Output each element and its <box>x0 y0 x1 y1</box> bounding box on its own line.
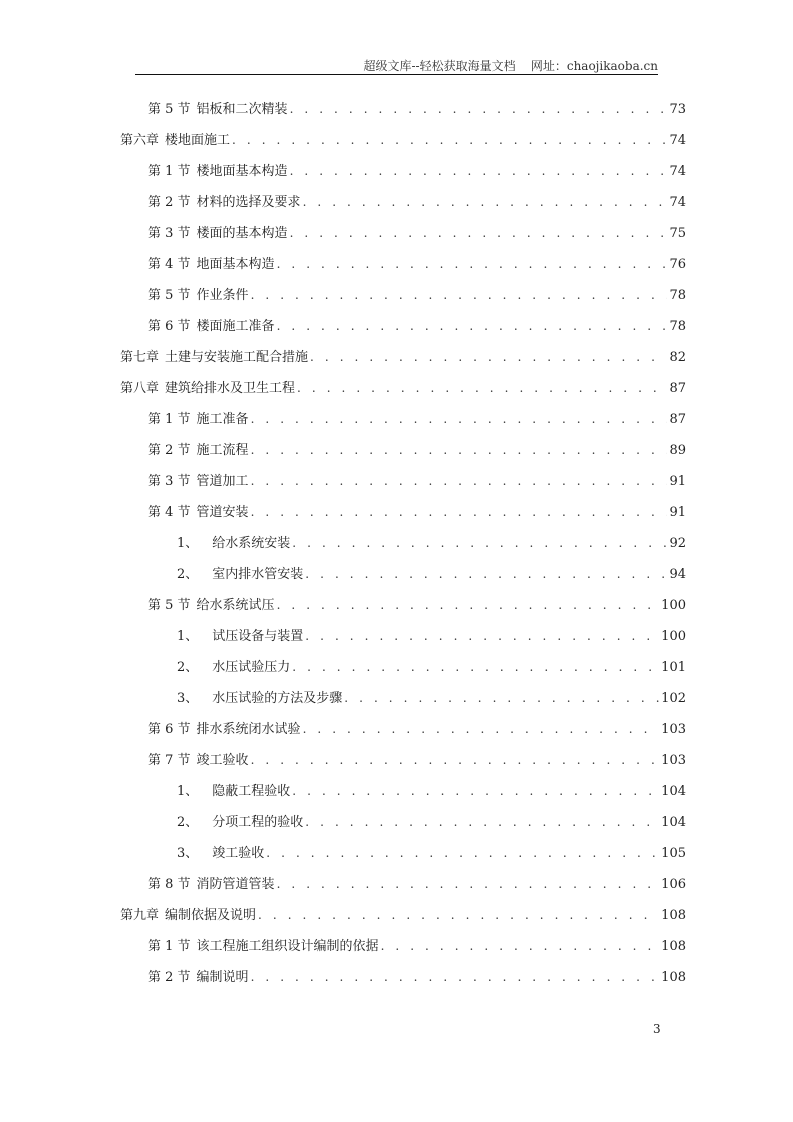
toc-entry-title: 土建与安装施工配合措施 <box>165 350 309 365</box>
toc-entry-page: 105 <box>661 846 686 861</box>
toc-entry-page: 100 <box>661 598 686 613</box>
toc-entry-title: 施工流程 <box>196 443 249 458</box>
toc-section-entry[interactable] <box>120 497 686 528</box>
toc-entry-number: 第 4 节 <box>148 257 191 272</box>
toc-entry-page: 104 <box>661 784 686 799</box>
toc-entry-page: 104 <box>661 815 686 830</box>
toc-entry-number: 第 5 节 <box>148 288 191 303</box>
toc-section-entry[interactable] <box>120 156 686 187</box>
toc-entry-title: 分项工程的验收 <box>212 815 304 830</box>
toc-entry-number: 第 1 节 <box>148 164 191 179</box>
dot-leader <box>277 249 668 280</box>
toc-entry-page: 91 <box>669 474 686 489</box>
toc-entry-title: 室内排水管安装 <box>212 567 304 582</box>
toc-section-entry[interactable] <box>120 869 686 900</box>
toc-entry-page: 78 <box>669 319 686 334</box>
toc-entry-title: 给水系统安装 <box>212 536 291 551</box>
toc-entry-page: 102 <box>661 691 686 706</box>
table-of-contents <box>120 94 686 993</box>
dot-leader <box>303 187 668 218</box>
toc-entry-title: 该工程施工组织设计编制的依据 <box>196 939 379 954</box>
toc-entry-number: 第 3 节 <box>148 474 191 489</box>
toc-entry-title: 施工准备 <box>196 412 249 427</box>
toc-entry-page: 106 <box>661 877 686 892</box>
toc-entry-title: 编制说明 <box>196 970 249 985</box>
dot-leader <box>251 962 660 993</box>
toc-entry-title: 楼面的基本构造 <box>196 226 288 241</box>
dot-leader <box>251 745 660 776</box>
toc-section-entry[interactable] <box>120 962 686 993</box>
dot-leader <box>305 559 667 590</box>
dot-leader <box>251 466 668 497</box>
toc-entry-page: 108 <box>661 939 686 954</box>
dot-leader <box>251 280 668 311</box>
dot-leader <box>305 621 659 652</box>
toc-entry-title: 水压试验的方法及步骤 <box>212 691 343 706</box>
dot-leader <box>277 590 660 621</box>
toc-chapter-entry[interactable] <box>120 900 686 931</box>
toc-entry-number: 3、 <box>177 846 199 861</box>
toc-section-entry[interactable] <box>120 311 686 342</box>
toc-entry-title: 材料的选择及要求 <box>196 195 301 210</box>
dot-leader <box>305 807 659 838</box>
toc-entry-page: 87 <box>669 412 686 427</box>
toc-entry-page: 91 <box>669 505 686 520</box>
dot-leader <box>310 342 667 373</box>
toc-entry-page: 73 <box>669 102 686 117</box>
toc-section-entry[interactable] <box>120 280 686 311</box>
toc-entry-number: 第 4 节 <box>148 505 191 520</box>
toc-entry-title: 管道安装 <box>196 505 249 520</box>
toc-entry-title: 铝板和二次精装 <box>196 102 288 117</box>
dot-leader <box>251 435 668 466</box>
dot-leader <box>344 683 659 714</box>
dot-leader <box>258 900 659 931</box>
toc-chapter-entry[interactable] <box>120 125 686 156</box>
dot-leader <box>277 311 668 342</box>
toc-entry-number: 第 5 节 <box>148 598 191 613</box>
toc-entry-number: 第 7 节 <box>148 753 191 768</box>
toc-entry-title: 楼地面施工 <box>165 133 231 148</box>
dot-leader <box>292 776 659 807</box>
toc-entry-title: 竣工验收 <box>212 846 265 861</box>
toc-entry-number: 1、 <box>177 784 199 799</box>
toc-section-entry[interactable] <box>120 249 686 280</box>
toc-entry-title: 给水系统试压 <box>196 598 275 613</box>
toc-entry-title: 建筑给排水及卫生工程 <box>165 381 296 396</box>
dot-leader <box>277 869 660 900</box>
dot-leader <box>232 125 667 156</box>
toc-entry-number: 1、 <box>177 629 199 644</box>
toc-entry-title: 竣工验收 <box>196 753 249 768</box>
toc-section-entry[interactable] <box>120 745 686 776</box>
dot-leader <box>251 404 668 435</box>
toc-section-entry[interactable] <box>120 187 686 218</box>
toc-entry-page: 103 <box>661 722 686 737</box>
toc-entry-title: 作业条件 <box>196 288 249 303</box>
toc-entry-number: 2、 <box>177 815 199 830</box>
toc-subitem-entry[interactable] <box>120 559 686 590</box>
toc-entry-title: 楼地面基本构造 <box>196 164 288 179</box>
dot-leader <box>290 218 668 249</box>
toc-entry-number: 第八章 <box>120 381 160 396</box>
toc-entry-title: 试压设备与装置 <box>212 629 304 644</box>
toc-entry-title: 地面基本构造 <box>196 257 275 272</box>
dot-leader <box>292 528 667 559</box>
toc-subitem-entry[interactable] <box>120 683 686 714</box>
toc-subitem-entry[interactable] <box>120 528 686 559</box>
toc-entry-number: 第 6 节 <box>148 319 191 334</box>
dot-leader <box>290 94 668 125</box>
toc-entry-page: 74 <box>669 195 686 210</box>
toc-entry-number: 第九章 <box>120 908 160 923</box>
toc-entry-number: 第七章 <box>120 350 160 365</box>
toc-entry-number: 2、 <box>177 660 199 675</box>
toc-entry-title: 编制依据及说明 <box>165 908 257 923</box>
dot-leader <box>290 156 668 187</box>
toc-entry-page: 100 <box>661 629 686 644</box>
header-rule <box>135 74 658 75</box>
running-header: 超级文库--轻松获取海量文档 网址：chaojikaoba.cn <box>363 59 658 73</box>
toc-entry-page: 87 <box>669 381 686 396</box>
toc-section-entry[interactable] <box>120 931 686 962</box>
toc-entry-page: 82 <box>669 350 686 365</box>
toc-section-entry[interactable] <box>120 466 686 497</box>
toc-entry-title: 水压试验压力 <box>212 660 291 675</box>
toc-entry-page: 101 <box>661 660 686 675</box>
toc-entry-number: 第 1 节 <box>148 939 191 954</box>
toc-chapter-entry[interactable] <box>120 373 686 404</box>
toc-entry-title: 消防管道管装 <box>196 877 275 892</box>
dot-leader <box>303 714 660 745</box>
toc-entry-page: 78 <box>669 288 686 303</box>
toc-entry-number: 3、 <box>177 691 199 706</box>
dot-leader <box>251 497 668 528</box>
toc-entry-number: 第 8 节 <box>148 877 191 892</box>
toc-subitem-entry[interactable] <box>120 652 686 683</box>
toc-section-entry[interactable] <box>120 435 686 466</box>
toc-entry-number: 第 5 节 <box>148 102 191 117</box>
toc-subitem-entry[interactable] <box>120 838 686 869</box>
toc-entry-page: 75 <box>669 226 686 241</box>
toc-entry-number: 第 6 节 <box>148 722 191 737</box>
toc-entry-page: 76 <box>669 257 686 272</box>
toc-entry-number: 第六章 <box>120 133 160 148</box>
toc-entry-page: 92 <box>669 536 686 551</box>
page-number: 3 <box>653 1022 661 1036</box>
toc-entry-title: 楼面施工准备 <box>196 319 275 334</box>
toc-entry-page: 74 <box>669 164 686 179</box>
toc-section-entry[interactable] <box>120 94 686 125</box>
dot-leader <box>292 652 659 683</box>
toc-entry-number: 2、 <box>177 567 199 582</box>
toc-entry-number: 第 3 节 <box>148 226 191 241</box>
toc-entry-number: 第 1 节 <box>148 412 191 427</box>
toc-entry-title: 管道加工 <box>196 474 249 489</box>
toc-subitem-entry[interactable] <box>120 807 686 838</box>
toc-entry-number: 第 2 节 <box>148 443 191 458</box>
toc-entry-title: 隐蔽工程验收 <box>212 784 291 799</box>
toc-entry-number: 第 2 节 <box>148 195 191 210</box>
toc-subitem-entry[interactable] <box>120 776 686 807</box>
toc-entry-title: 排水系统闭水试验 <box>196 722 301 737</box>
toc-entry-page: 103 <box>661 753 686 768</box>
dot-leader <box>297 373 667 404</box>
toc-section-entry[interactable] <box>120 404 686 435</box>
dot-leader <box>266 838 659 869</box>
toc-section-entry[interactable] <box>120 590 686 621</box>
toc-entry-page: 74 <box>669 133 686 148</box>
toc-section-entry[interactable] <box>120 714 686 745</box>
toc-entry-page: 108 <box>661 970 686 985</box>
toc-entry-number: 1、 <box>177 536 199 551</box>
toc-subitem-entry[interactable] <box>120 621 686 652</box>
toc-section-entry[interactable] <box>120 218 686 249</box>
toc-entry-number: 第 2 节 <box>148 970 191 985</box>
toc-entry-page: 89 <box>669 443 686 458</box>
toc-chapter-entry[interactable] <box>120 342 686 373</box>
dot-leader <box>381 931 660 962</box>
toc-entry-page: 108 <box>661 908 686 923</box>
toc-entry-page: 94 <box>669 567 686 582</box>
